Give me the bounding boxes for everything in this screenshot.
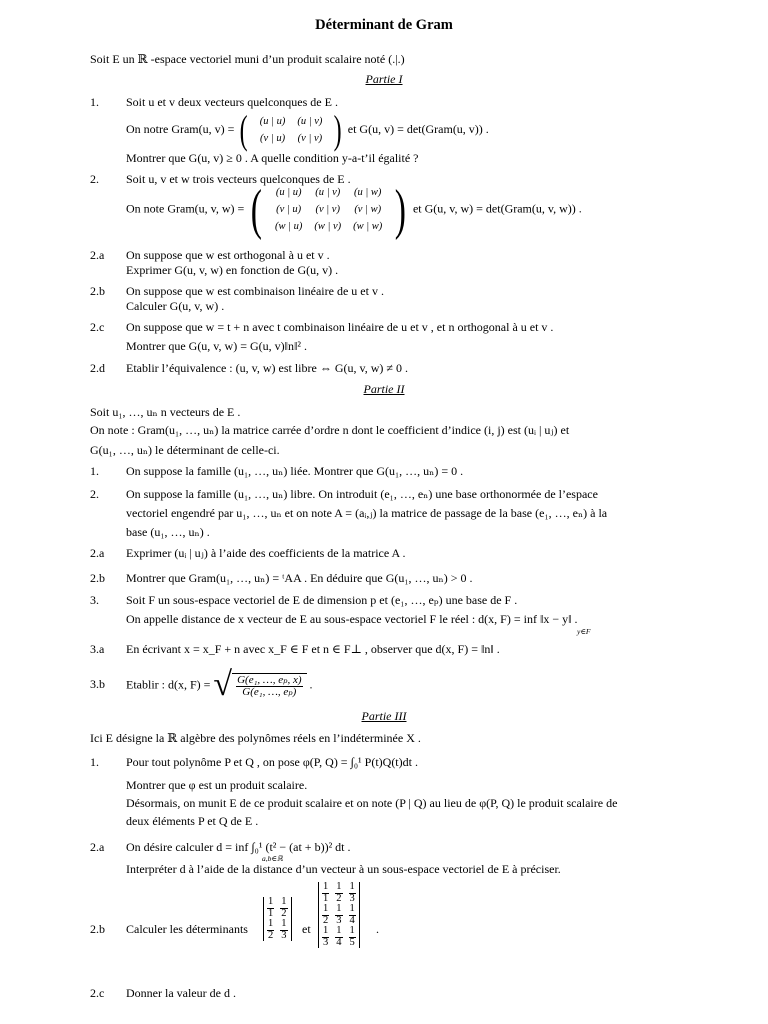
p2-l2: On note : Gram(u₁, …, uₙ) la matrice carrée d’ordre n dont le coefficient d’indice (i, j) est (uᵢ | uⱼ) et (90, 423, 570, 437)
p3-q2c: Donner la valeur de d . (126, 986, 236, 1000)
fraction-denominator: 5 (349, 936, 355, 948)
fraction (349, 904, 356, 926)
determinant-cell (346, 882, 360, 904)
p1-q2-b-pre: On note Gram(u, v, w) = (126, 201, 245, 216)
period: . (309, 677, 313, 692)
determinant-cell (319, 882, 333, 904)
determinant-cell (319, 904, 333, 926)
determinant-cell (346, 904, 360, 926)
fraction-numerator: 1 (281, 896, 287, 907)
determinant-cell (332, 926, 345, 948)
determinant-cell (277, 897, 291, 919)
fraction-denominator: 2 (336, 892, 342, 904)
cell: (u | u) (259, 116, 286, 127)
determinant-2x2 (263, 897, 292, 941)
cell: (v | u) (276, 204, 302, 215)
p2-q3a-num: 3.a (90, 642, 105, 656)
paren-right: ) (334, 107, 343, 152)
determinant-cell (319, 926, 333, 948)
fraction (349, 882, 356, 904)
fraction (335, 926, 342, 948)
fraction (267, 897, 274, 919)
fraction-numerator: 1 (349, 903, 355, 914)
p1-q1-b-post: et G(u, v) = det(Gram(u, v)) . (347, 121, 489, 136)
p3-q2b-mid: et (302, 922, 311, 936)
determinant-cell (277, 919, 291, 941)
p3-q1-num: 1. (90, 755, 99, 769)
intro-line: Soit E un ℝ -espace vectoriel muni d’un produit scalaire noté (.|.) (90, 52, 405, 66)
part1-heading: Partie I (365, 72, 403, 86)
fraction-denominator: 2 (268, 929, 274, 941)
determinant-cell (264, 919, 278, 941)
fraction-denominator: 3 (336, 914, 342, 926)
fraction-denominator: 4 (349, 914, 355, 926)
p3-q2a-1: On désire calculer d = inf ∫₀¹ (t² − (at + b))² dt . (126, 840, 351, 854)
p2-q3-num: 3. (90, 593, 99, 607)
p2-q2-2: vectoriel engendré par u₁, …, uₙ et on note A = (aᵢ,ⱼ) la matrice de passage de la base (e₁, …, eₙ) à la (126, 506, 608, 520)
fraction-numerator: 1 (336, 881, 342, 892)
fraction-numerator: 1 (336, 903, 342, 914)
p1-q2c-num: 2.c (90, 320, 105, 334)
p2-q2b: Montrer que Gram(u₁, …, uₙ) = ᵗAA . En déduire que G(u₁, …, uₙ) > 0 . (126, 571, 473, 585)
fraction (280, 919, 287, 941)
p3-q2b-num: 2.b (90, 922, 105, 936)
fraction-numerator: 1 (323, 903, 329, 914)
fraction-numerator: 1 (268, 896, 274, 907)
fraction (280, 897, 287, 919)
page-title: Déterminant de Gram (315, 17, 453, 33)
sqrt-fraction (232, 673, 306, 698)
fraction (322, 904, 329, 926)
p3-q1-2: Montrer que φ est un produit scalaire. (126, 778, 308, 792)
fraction-denominator: 3 (281, 929, 287, 941)
p1-q2b-1: On suppose que w est combinaison linéaire de u et v . (126, 284, 384, 298)
fraction-denominator: 3 (323, 936, 329, 948)
p2-q2a-num: 2.a (90, 546, 105, 560)
gram-matrix-3x3 (269, 184, 388, 235)
p2-l1: Soit u₁, …, uₙ n vecteurs de E . (90, 405, 241, 419)
p1-q1-num: 1. (90, 95, 99, 109)
fraction-numerator: 1 (336, 925, 342, 936)
p2-q2a: Exprimer (uᵢ | uⱼ) à l’aide des coefficients de la matrice A . (126, 546, 406, 560)
p2-q2b-num: 2.b (90, 571, 105, 585)
determinant-3x3 (318, 882, 360, 948)
p1-q2-b-post: et G(u, v, w) = det(Gram(u, v, w)) . (412, 201, 582, 216)
sqrt-icon: √ (213, 666, 233, 703)
cell: (v | v) (297, 133, 323, 144)
fraction-numerator: 1 (281, 918, 287, 929)
p2-q2-num: 2. (90, 487, 99, 501)
fraction-denominator: 1 (268, 907, 274, 919)
fraction-numerator: 1 (349, 881, 355, 892)
cell: (u | v) (315, 187, 341, 198)
fraction-denominator: 2 (281, 907, 287, 919)
p3-q1-1: Pour tout polynôme P et Q , on pose φ(P, Q) = ∫₀¹ P(t)Q(t)dt . (126, 755, 418, 769)
part2-heading: Partie II (363, 382, 405, 396)
p1-q2b-2: Calculer G(u, v, w) . (126, 299, 225, 313)
fraction (322, 926, 329, 948)
fraction (349, 926, 356, 948)
p3-intro: Ici E désigne la ℝ algèbre des polynômes réels en l’indéterminée X . (90, 731, 421, 745)
part3-heading: Partie III (361, 709, 407, 723)
p2-q3b (126, 666, 313, 704)
p3-q1-4: deux éléments P et Q de E . (126, 814, 259, 828)
p2-q2-1: On suppose la famille (u₁, …, uₙ) libre. On introduit (e₁, …, eₙ) une base orthonormée de l’espace (126, 487, 598, 501)
p1-q1-a: Soit u et v deux vecteurs quelconques de E . (126, 95, 338, 109)
p3-q2b-pre: Calculer les déterminants (126, 922, 248, 936)
p1-q2d-1: Etablir l’équivalence : (u, v, w) est libre ⇔ G(u, v, w) ≠ 0 . (126, 361, 408, 375)
cell: (u | u) (275, 187, 302, 198)
fraction-numerator: 1 (349, 925, 355, 936)
fraction (267, 919, 274, 941)
cell: (v | w) (354, 204, 382, 215)
cell: (v | u) (260, 133, 286, 144)
p1-q2a-num: 2.a (90, 248, 105, 262)
cell: (v | v) (315, 204, 340, 215)
fraction-numerator: 1 (323, 925, 329, 936)
paren-left: ( (240, 107, 249, 152)
p2-q3-1: Soit F un sous-espace vectoriel de E de dimension p et (e₁, …, eₚ) une base de F . (126, 593, 518, 607)
p1-q2d-num: 2.d (90, 361, 105, 375)
p2-l3: G(u₁, …, uₙ) le déterminant de celle-ci. (90, 443, 280, 457)
determinant-cell (346, 926, 360, 948)
determinant-cell (264, 897, 278, 919)
fraction-denominator: 4 (336, 936, 342, 948)
determinant-cell (332, 882, 345, 904)
p3-q2a-sub: a,b∈ℝ (262, 854, 283, 863)
paren-left: ( (251, 178, 263, 241)
cell: (u | v) (297, 116, 323, 127)
gram-matrix-2x2 (254, 113, 329, 147)
p2-q3-2-sub: y∈F (577, 627, 591, 636)
p2-q1: On suppose la famille (u₁, …, uₙ) liée. Montrer que G(u₁, …, uₙ) = 0 . (126, 464, 464, 478)
p3-q2a-2: Interpréter d à l’aide de la distance d’un vecteur à un sous-espace vectoriel de E à préciser. (126, 862, 561, 876)
fraction (335, 904, 342, 926)
fraction-denominator: G(e₁, …, eₚ) (242, 685, 297, 698)
fraction-denominator: 2 (323, 914, 329, 926)
fraction (335, 882, 342, 904)
p3-q1-3: Désormais, on munit E de ce produit scalaire et on note (P | Q) au lieu de φ(P, Q) le produit scalaire de (126, 796, 618, 810)
p1-q1-c: Montrer que G(u, v) ≥ 0 . A quelle condition y-a-t’il égalité ? (126, 151, 419, 165)
p2-q3b-num: 3.b (90, 677, 105, 691)
cell: (w | u) (274, 221, 303, 232)
p2-q3a: En écrivant x = x_F + n avec x_F ∈ F et n ∈ F⊥ , observer que d(x, F) = ‖n‖ . (126, 642, 500, 656)
p2-q3b-pre: Etablir : d(x, F) = (126, 677, 211, 692)
cell: (w | v) (314, 221, 342, 232)
fraction-denominator: 1 (323, 892, 329, 904)
p1-q2b-num: 2.b (90, 284, 105, 298)
fraction-numerator: G(e₁, …, eₚ, x) (237, 673, 302, 686)
cell: (w | w) (353, 221, 383, 232)
p2-q1-num: 1. (90, 464, 99, 478)
p3-q2a-num: 2.a (90, 840, 105, 854)
p1-q2-a: Soit u, v et w trois vecteurs quelconques de E . (126, 172, 351, 186)
fraction-numerator: 1 (268, 918, 274, 929)
p1-q1-b (126, 106, 489, 154)
p2-q2-3: base (u₁, …, uₙ) . (126, 525, 210, 539)
p3-q2b-end: . (376, 922, 379, 936)
fraction (322, 882, 329, 904)
p1-q1-b-pre: On notre Gram(u, v) = (126, 121, 235, 136)
p1-q2a-2: Exprimer G(u, v, w) en fonction de G(u, v) . (126, 263, 339, 277)
p2-q3-2: On appelle distance de x vecteur de E au sous-espace vectoriel F le réel : d(x, F) = inf ‖x − y‖ . (126, 612, 578, 626)
determinant-cell (332, 904, 345, 926)
cell: (u | w) (354, 187, 382, 198)
paren-right: ) (395, 178, 407, 241)
p3-q2c-num: 2.c (90, 986, 105, 1000)
p1-q2a-1: On suppose que w est orthogonal à u et v . (126, 248, 330, 262)
p1-q2c-1: On suppose que w = t + n avec t combinaison linéaire de u et v , et n orthogonal à u et v . (126, 320, 554, 334)
fraction-numerator: 1 (323, 881, 329, 892)
fraction-denominator: 3 (349, 892, 355, 904)
p1-q2-num: 2. (90, 172, 99, 186)
p1-q2c-2: Montrer que G(u, v, w) = G(u, v)‖n‖² . (126, 339, 307, 353)
